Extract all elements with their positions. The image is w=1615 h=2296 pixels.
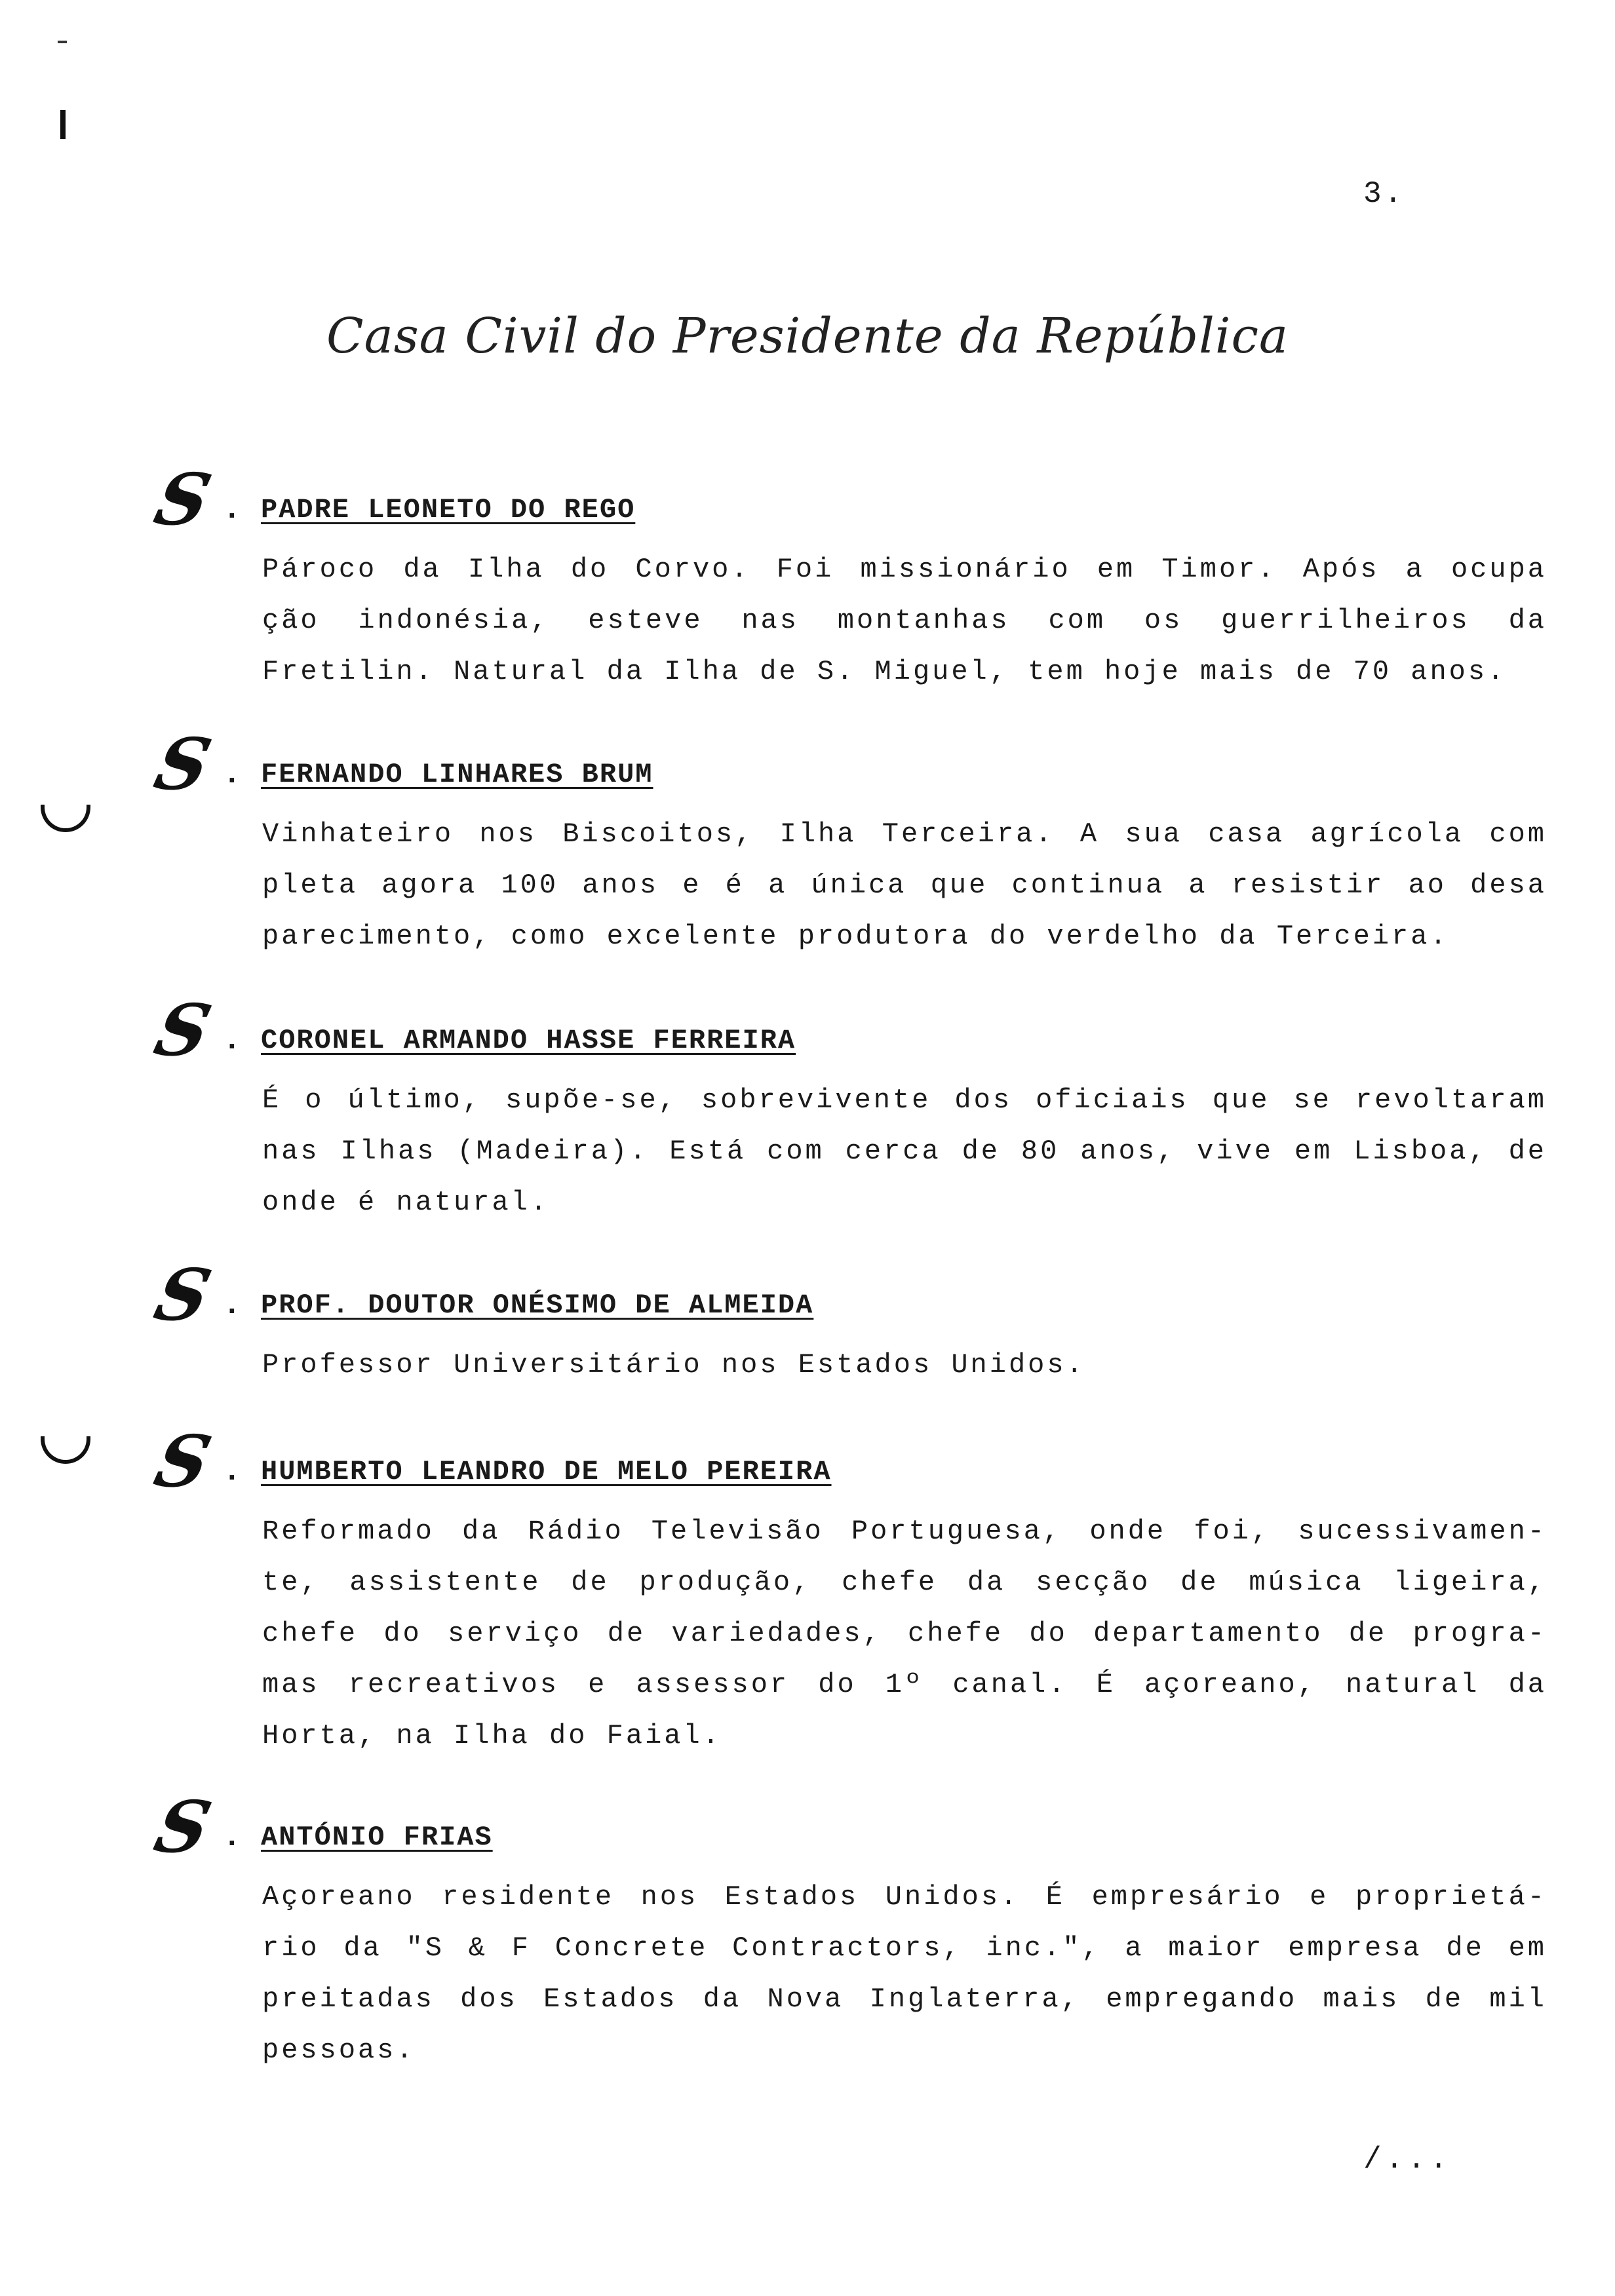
hole-punch-mark-1 <box>41 805 90 832</box>
bullet: . <box>223 1455 241 1489</box>
bullet: . <box>223 1820 241 1854</box>
entry-description <box>262 809 1547 962</box>
description-line: pleta agora 100 anos e é a única que continua a resistir ao desa <box>262 870 1547 901</box>
description-line: pessoas. <box>262 2035 416 2066</box>
handwritten-s-mark: S <box>147 459 219 541</box>
handwritten-s-mark: S <box>147 1254 219 1337</box>
description-line: chefe do serviço de variedades, chefe do departamento de progra- <box>262 1618 1547 1649</box>
entry-name: CORONEL ARMANDO HASSE FERREIRA <box>261 1025 796 1056</box>
description-line: Horta, na Ilha do Faial. <box>262 1720 722 1751</box>
description-line: Pároco da Ilha do Corvo. Foi missionário em Timor. Após a ocupa <box>262 554 1547 585</box>
bullet: . <box>223 757 241 792</box>
description-line: onde é natural. <box>262 1187 550 1218</box>
handwritten-s-mark: S <box>147 989 219 1072</box>
entry-description <box>262 1506 1547 1761</box>
entry-description <box>262 1871 1547 2076</box>
description-line: te, assistente de produção, chefe da secção de música ligeira, <box>262 1567 1547 1598</box>
handwritten-s-mark: S <box>147 1421 219 1503</box>
scan-mark-bar <box>60 110 66 139</box>
entry-description <box>262 1075 1547 1228</box>
hole-punch-mark-2 <box>41 1436 90 1464</box>
handwritten-s-mark: S <box>147 1786 219 1869</box>
description-line: mas recreativos e assessor do 1º canal. É açoreano, natural da <box>262 1669 1547 1700</box>
description-line: Fretilin. Natural da Ilha de S. Miguel, tem hoje mais de 70 anos. <box>262 656 1507 687</box>
description-line: Vinhateiro nos Biscoitos, Ilha Terceira. A sua casa agrícola com <box>262 818 1547 850</box>
description-line: preitadas dos Estados da Nova Inglaterra, empregando mais de mil <box>262 1983 1547 2015</box>
entry-description <box>262 1339 1547 1390</box>
scan-mark-dash <box>58 41 67 43</box>
entry-description <box>262 544 1547 697</box>
entry-name: PADRE LEONETO DO REGO <box>261 494 636 526</box>
letterhead: Casa Civil do Presidente da República <box>326 308 1289 364</box>
description-line: Açoreano residente nos Estados Unidos. É empresário e proprietá- <box>262 1881 1547 1913</box>
entry-name: ANTÓNIO FRIAS <box>261 1822 493 1853</box>
description-line: Professor Universitário nos Estados Unidos. <box>262 1349 1085 1381</box>
description-line: Reformado da Rádio Televisão Portuguesa, onde foi, sucessivamen- <box>262 1516 1547 1547</box>
bullet: . <box>223 1288 241 1322</box>
description-line: ção indonésia, esteve nas montanhas com os guerrilheiros da <box>262 605 1547 636</box>
handwritten-s-mark: S <box>147 723 219 806</box>
entry-name: HUMBERTO LEANDRO DE MELO PEREIRA <box>261 1456 832 1487</box>
description-line: parecimento, como excelente produtora do verdelho da Terceira. <box>262 921 1449 952</box>
entry-name: FERNANDO LINHARES BRUM <box>261 759 653 790</box>
page-number: 3. <box>1363 177 1405 211</box>
bullet: . <box>223 493 241 527</box>
description-line: É o último, supõe-se, sobrevivente dos oficiais que se revoltaram <box>262 1084 1547 1116</box>
description-line: nas Ilhas (Madeira). Está com cerca de 80 anos, vive em Lisboa, de <box>262 1136 1547 1167</box>
bullet: . <box>223 1024 241 1058</box>
description-line: rio da "S & F Concrete Contractors, inc.", a maior empresa de em <box>262 1932 1547 1964</box>
entry-name: PROF. DOUTOR ONÉSIMO DE ALMEIDA <box>261 1290 814 1321</box>
continuation-marker: /... <box>1363 2143 1452 2177</box>
